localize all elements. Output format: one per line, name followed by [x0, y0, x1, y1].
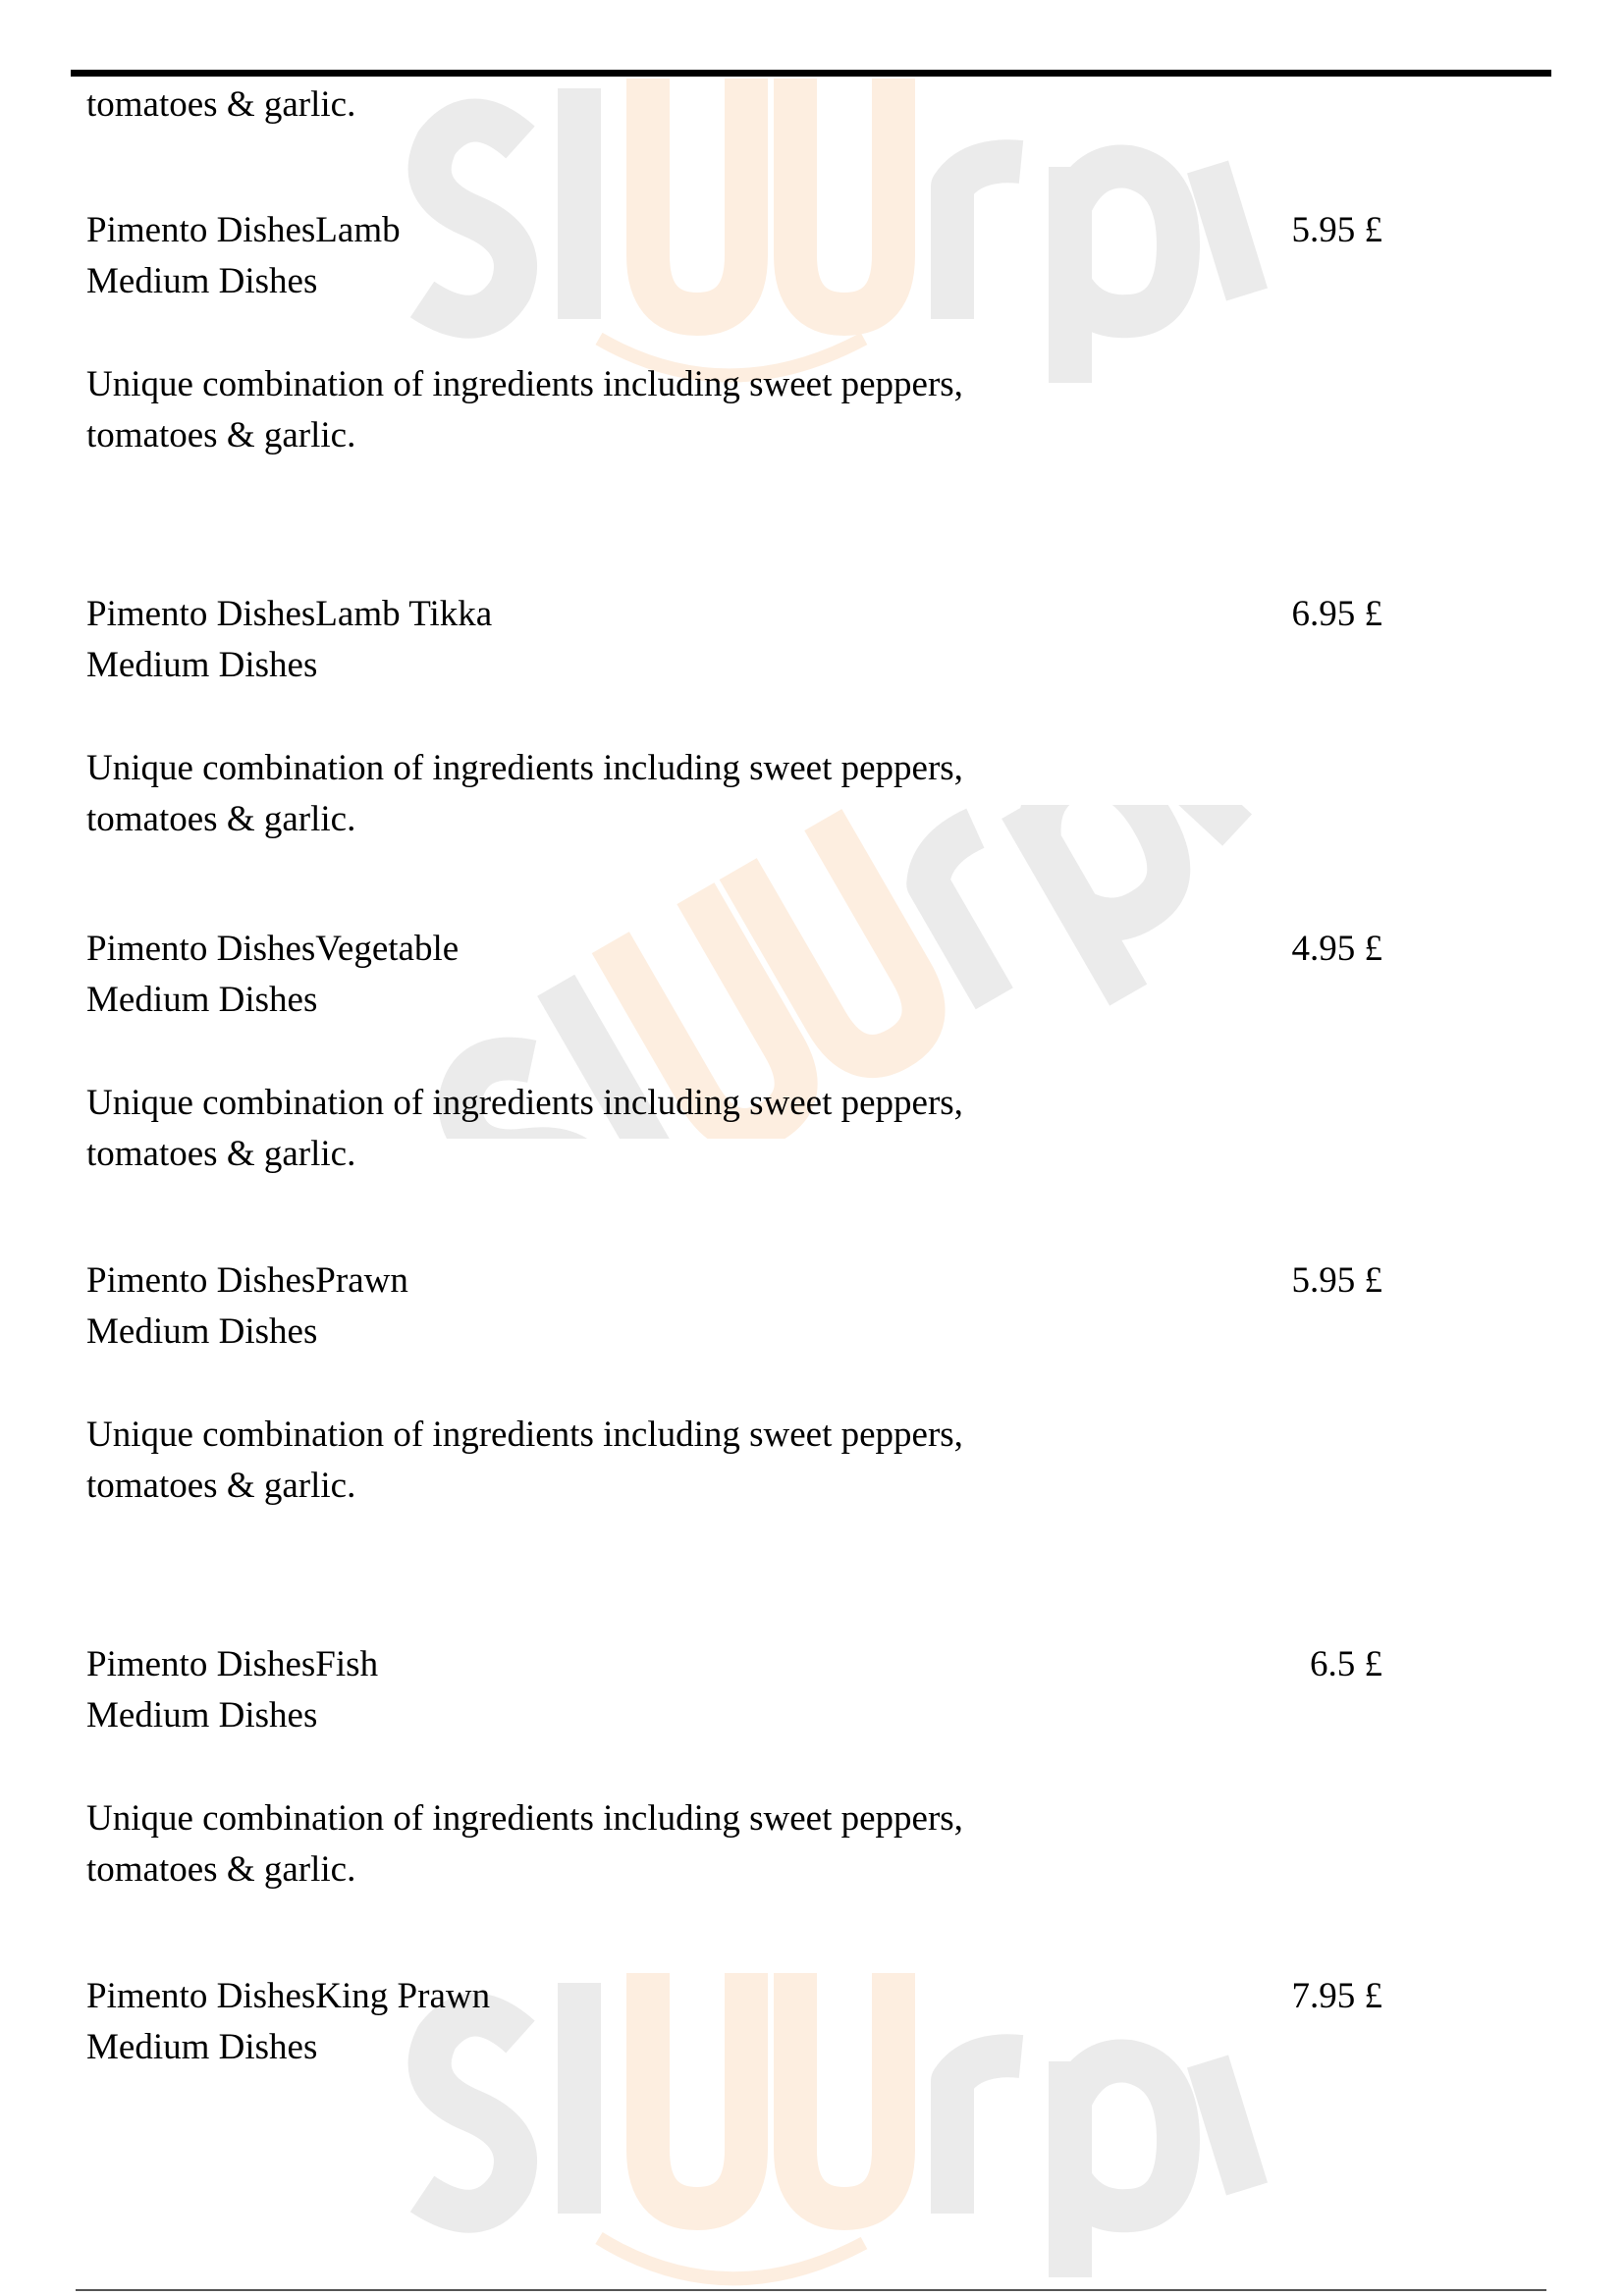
menu-item — [0, 1971, 1624, 2226]
item-description: Unique combination of ingredients including sweet peppers, — [86, 1798, 963, 1839]
item-category: Medium Dishes — [86, 645, 318, 685]
item-category: Medium Dishes — [86, 980, 318, 1020]
item-description: tomatoes & garlic. — [86, 1466, 356, 1506]
item-price: 4.95 £ — [1291, 929, 1382, 969]
item-price: 6.5 £ — [1310, 1644, 1382, 1684]
top-divider — [71, 70, 1551, 77]
item-name: Pimento DishesVegetable — [86, 929, 460, 969]
menu-item — [0, 924, 1624, 1179]
item-name: Pimento DishesPrawn — [86, 1260, 408, 1301]
item-name: Pimento DishesKing Prawn — [86, 1976, 491, 2016]
item-description: tomatoes & garlic. — [86, 1849, 356, 1890]
leading-description-fragment: tomatoes & garlic. — [86, 84, 356, 125]
item-description: Unique combination of ingredients including sweet peppers, — [86, 748, 963, 788]
item-name: Pimento DishesLamb — [86, 210, 401, 250]
menu-item — [0, 1255, 1624, 1511]
item-description: tomatoes & garlic. — [86, 415, 356, 455]
item-price: 6.95 £ — [1291, 594, 1382, 634]
item-category: Medium Dishes — [86, 261, 318, 301]
menu-item — [0, 589, 1624, 844]
menu-item — [0, 1639, 1624, 1895]
bottom-divider — [76, 2289, 1546, 2291]
item-description: Unique combination of ingredients including sweet peppers, — [86, 364, 963, 404]
item-name: Pimento DishesFish — [86, 1644, 379, 1684]
item-category: Medium Dishes — [86, 1311, 318, 1352]
menu-item — [0, 205, 1624, 460]
item-description: tomatoes & garlic. — [86, 1134, 356, 1174]
item-name: Pimento DishesLamb Tikka — [86, 594, 493, 634]
item-description: Unique combination of ingredients including sweet peppers, — [86, 1083, 963, 1123]
item-price: 5.95 £ — [1291, 1260, 1382, 1301]
item-description: tomatoes & garlic. — [86, 799, 356, 839]
item-description: Unique combination of ingredients including sweet peppers, — [86, 1415, 963, 1455]
item-price: 5.95 £ — [1291, 210, 1382, 250]
item-category: Medium Dishes — [86, 1695, 318, 1735]
item-price: 7.95 £ — [1291, 1976, 1382, 2016]
item-category: Medium Dishes — [86, 2027, 318, 2067]
